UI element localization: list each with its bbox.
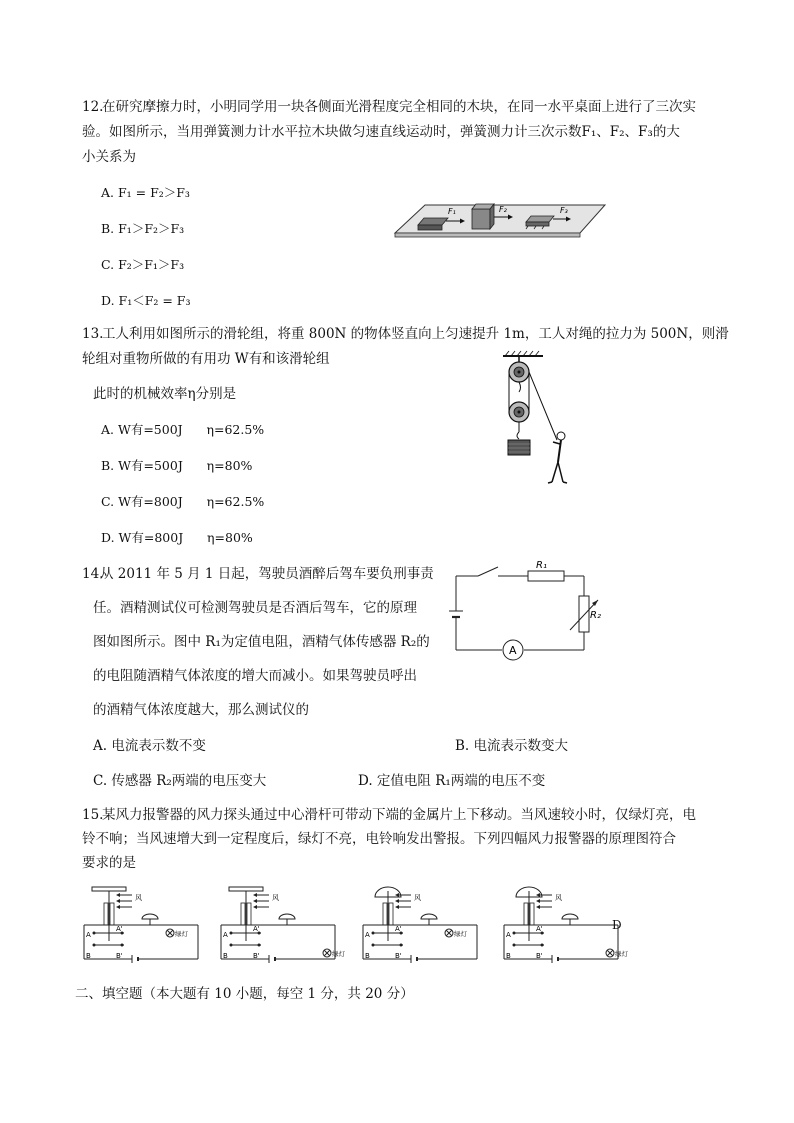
label-r2: R₂ — [590, 610, 601, 621]
q13-number: 13. — [82, 326, 104, 342]
svg-text:绿灯: 绿灯 — [615, 950, 628, 958]
svg-text:绿灯: 绿灯 — [332, 950, 345, 958]
electric-bell — [279, 914, 295, 919]
q12-text-line1: 在研究摩擦力时，小明同学用一块各侧面光滑程度完全相同的木块，在同一水平桌面上进行了三次实 — [102, 99, 696, 115]
label-f1: F₁ — [448, 207, 456, 216]
q14-number: 14. — [82, 566, 104, 582]
svg-text:A': A' — [116, 925, 123, 933]
label-r1: R₁ — [536, 560, 547, 571]
electric-bell — [421, 914, 437, 919]
q13-text-line2: 轮组对重物所做的有用功 W有和该滑轮组 — [82, 351, 330, 367]
q14-text-line2: 任。酒精测试仪可检测驾驶员是否酒后驾车，它的原理 — [93, 600, 417, 616]
svg-text:绿灯: 绿灯 — [175, 930, 188, 938]
probe-plate — [92, 887, 126, 891]
weight-block — [508, 440, 530, 455]
svg-text:A: A — [506, 931, 511, 939]
svg-text:风: 风 — [555, 894, 562, 902]
wind-alarm-figures — [80, 883, 628, 965]
svg-text:A': A' — [395, 925, 402, 933]
q14-option-d[interactable]: D. 定值电阻 R₁两端的电压不变 — [358, 773, 546, 789]
q13-option-b[interactable]: B. W有=500J η=80% — [101, 458, 253, 473]
q14-option-a[interactable]: A. 电流表示数不变 — [93, 738, 206, 754]
svg-text:B': B' — [253, 952, 260, 960]
svg-text:风: 风 — [135, 894, 142, 902]
svg-text:A: A — [509, 644, 517, 657]
electric-bell — [562, 914, 578, 919]
q14-text-line4: 的电阻随酒精气体浓度的增大而减小。如果驾驶员呼出 — [93, 668, 417, 684]
svg-text:A: A — [223, 931, 228, 939]
q14-text-line1: 从 2011 年 5 月 1 日起，驾驶员酒醉后驾车要负刑事责 — [100, 566, 434, 582]
q15-text-line2: 铃不响；当风速增大到一定程度后，绿灯不亮，电铃响发出警报。下列四幅风力报警器的原理图符合 — [82, 831, 676, 847]
q13-option-d[interactable]: D. W有=800J η=80% — [101, 530, 253, 545]
q15-trailing-label: D — [612, 918, 622, 932]
q13-text-line1: 工人利用如图所示的滑轮组，将重 800N 的物体竖直向上匀速提升 1m，工人对绳的拉力为 500N，则滑 — [102, 326, 729, 342]
svg-text:B: B — [506, 952, 511, 960]
svg-text:B: B — [365, 952, 370, 960]
svg-text:风: 风 — [272, 894, 279, 902]
svg-text:B': B' — [395, 952, 402, 960]
resistor-r1 — [528, 571, 564, 581]
switch — [478, 567, 498, 576]
block-3 — [526, 216, 554, 222]
q14-option-c[interactable]: C. 传感器 R₂两端的电压变大 — [93, 773, 267, 789]
q13-text-line3: 此时的机械效率η分别是 — [93, 386, 237, 402]
electric-bell — [142, 914, 158, 919]
svg-text:B: B — [86, 952, 91, 960]
q12-text-line2: 验。如图所示，当用弹簧测力计水平拉木块做匀速直线运动时，弹簧测力计三次示数F₁、F₂、F₃的大 — [82, 124, 680, 140]
block-2 — [472, 209, 490, 229]
q12-text-line3: 小关系为 — [82, 149, 136, 165]
probe-plate — [229, 887, 263, 891]
svg-text:B': B' — [536, 952, 543, 960]
q12-number: 12. — [82, 99, 104, 115]
q12-option-b[interactable]: B. F₁＞F₂＞F₃ — [101, 221, 185, 236]
q12-option-c[interactable]: C. F₂＞F₁＞F₃ — [101, 257, 185, 272]
svg-text:A': A' — [253, 925, 260, 933]
wind-alarm-figure-a — [84, 887, 198, 963]
circuit-figure — [450, 560, 620, 665]
friction-figure — [390, 195, 610, 245]
svg-text:B': B' — [116, 952, 123, 960]
q13-option-c[interactable]: C. W有=800J η=62.5% — [101, 494, 265, 509]
q13-option-a[interactable]: A. W有=500J η=62.5% — [101, 422, 265, 437]
q14-text-line3: 图如图所示。图中 R₁为定值电阻，酒精气体传感器 R₂的 — [93, 634, 430, 650]
q14-option-b[interactable]: B. 电流表示数变大 — [455, 738, 569, 754]
resistor-r2 — [579, 596, 589, 632]
section-2-heading: 二、填空题（本大题有 10 小题，每空 1 分，共 20 分） — [75, 986, 414, 1002]
worker — [557, 432, 565, 440]
label-f2: F₂ — [499, 205, 507, 214]
wind-alarm-figure-b — [221, 887, 346, 963]
q15-number: 15. — [82, 807, 104, 823]
svg-text:A': A' — [536, 925, 543, 933]
wind-alarm-figure-c — [363, 887, 477, 963]
q12-option-d[interactable]: D. F₁＜F₂ = F₃ — [101, 293, 191, 308]
wind-alarm-figure-d — [504, 887, 629, 963]
svg-text:绿灯: 绿灯 — [454, 930, 467, 938]
q15-text-line1: 某风力报警器的风力探头通过中心滑杆可带动下端的金属片上下移动。当风速较小时，仅绿灯亮，电 — [102, 807, 696, 823]
q14-text-line5: 的酒精气体浓度越大，那么测试仪的 — [93, 702, 309, 718]
q12-option-a[interactable]: A. F₁ = F₂＞F₃ — [101, 185, 190, 200]
q15-text-line3: 要求的是 — [82, 855, 136, 871]
pulley-figure — [495, 350, 580, 490]
label-f3: F₃ — [560, 206, 568, 215]
svg-text:风: 风 — [414, 894, 421, 902]
svg-text:A: A — [86, 931, 91, 939]
svg-text:A: A — [365, 931, 370, 939]
svg-text:B: B — [223, 952, 228, 960]
